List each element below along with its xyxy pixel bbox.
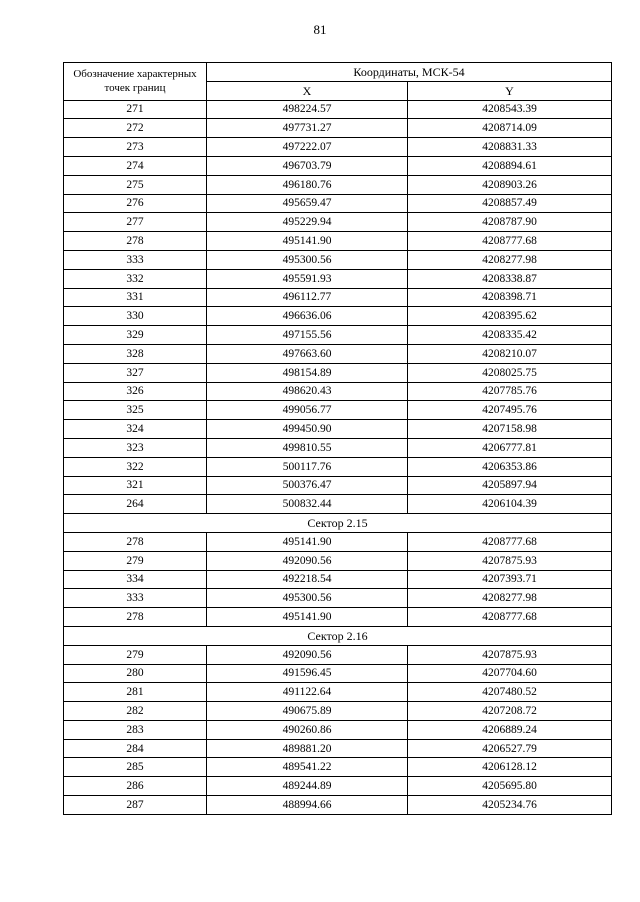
x-cell: 492090.56 — [207, 645, 408, 664]
point-id-cell: 331 — [64, 288, 207, 307]
table-row — [64, 608, 612, 627]
point-id-cell: 334 — [64, 570, 207, 589]
table-row — [64, 702, 612, 721]
point-id-cell: 279 — [64, 645, 207, 664]
point-id-cell: 279 — [64, 551, 207, 570]
point-id-cell: 281 — [64, 683, 207, 702]
y-cell: 4207480.52 — [408, 683, 612, 702]
point-id-cell: 272 — [64, 119, 207, 138]
y-cell: 4208831.33 — [408, 138, 612, 157]
table-row — [64, 589, 612, 608]
point-id-cell: 325 — [64, 401, 207, 420]
point-id-cell: 276 — [64, 194, 207, 213]
point-id-cell: 324 — [64, 420, 207, 439]
sector-row — [64, 514, 612, 533]
y-cell: 4206527.79 — [408, 739, 612, 758]
point-id-cell: 278 — [64, 532, 207, 551]
point-id-cell: 274 — [64, 156, 207, 175]
y-cell: 4205234.76 — [408, 796, 612, 815]
table-row — [64, 194, 612, 213]
point-id-cell: 328 — [64, 344, 207, 363]
x-cell: 488994.66 — [207, 796, 408, 815]
table-row — [64, 438, 612, 457]
x-cell: 496112.77 — [207, 288, 408, 307]
table-row — [64, 476, 612, 495]
table-row — [64, 232, 612, 251]
y-header: Y — [408, 81, 612, 100]
point-id-cell: 327 — [64, 363, 207, 382]
x-cell: 500117.76 — [207, 457, 408, 476]
point-id-cell: 329 — [64, 326, 207, 345]
x-cell: 489244.89 — [207, 777, 408, 796]
table-row — [64, 307, 612, 326]
point-id-cell: 283 — [64, 720, 207, 739]
x-cell: 500832.44 — [207, 495, 408, 514]
table-row — [64, 326, 612, 345]
y-cell: 4205897.94 — [408, 476, 612, 495]
table-row — [64, 457, 612, 476]
point-id-cell: 322 — [64, 457, 207, 476]
page-number: 81 — [313, 22, 327, 37]
y-cell: 4207393.71 — [408, 570, 612, 589]
x-cell: 496636.06 — [207, 307, 408, 326]
y-cell: 4208277.98 — [408, 250, 612, 269]
table-row — [64, 739, 612, 758]
x-cell: 496703.79 — [207, 156, 408, 175]
y-cell: 4207875.93 — [408, 645, 612, 664]
x-cell: 497731.27 — [207, 119, 408, 138]
y-cell: 4208335.42 — [408, 326, 612, 345]
point-id-cell: 323 — [64, 438, 207, 457]
x-cell: 490675.89 — [207, 702, 408, 721]
y-cell: 4208025.75 — [408, 363, 612, 382]
point-id-cell: 282 — [64, 702, 207, 721]
sector-title: Сектор 2.16 — [64, 626, 612, 645]
table-row — [64, 551, 612, 570]
table-row — [64, 382, 612, 401]
table-body — [64, 100, 612, 814]
x-cell: 495141.90 — [207, 608, 408, 627]
x-cell: 491122.64 — [207, 683, 408, 702]
x-cell: 495591.93 — [207, 269, 408, 288]
table-row — [64, 758, 612, 777]
point-id-cell: 273 — [64, 138, 207, 157]
y-cell: 4207208.72 — [408, 702, 612, 721]
y-cell: 4208398.71 — [408, 288, 612, 307]
table-row — [64, 683, 612, 702]
table-row — [64, 138, 612, 157]
y-cell: 4207785.76 — [408, 382, 612, 401]
y-cell: 4208777.68 — [408, 608, 612, 627]
y-cell: 4208777.68 — [408, 232, 612, 251]
y-cell: 4207875.93 — [408, 551, 612, 570]
point-id-cell: 278 — [64, 232, 207, 251]
y-cell: 4208210.07 — [408, 344, 612, 363]
x-cell: 495141.90 — [207, 232, 408, 251]
x-cell: 496180.76 — [207, 175, 408, 194]
point-id-cell: 332 — [64, 269, 207, 288]
x-cell: 499810.55 — [207, 438, 408, 457]
x-cell: 495300.56 — [207, 250, 408, 269]
point-id-cell: 284 — [64, 739, 207, 758]
point-label-header: Обозначение характерных точек границ — [64, 63, 207, 101]
point-id-cell: 330 — [64, 307, 207, 326]
point-id-cell: 287 — [64, 796, 207, 815]
x-cell: 499056.77 — [207, 401, 408, 420]
y-cell: 4208543.39 — [408, 100, 612, 119]
y-cell: 4205695.80 — [408, 777, 612, 796]
table-row — [64, 363, 612, 382]
point-id-cell: 275 — [64, 175, 207, 194]
x-cell: 489881.20 — [207, 739, 408, 758]
coords-header: Координаты, МСК-54 — [207, 63, 612, 82]
point-id-cell: 285 — [64, 758, 207, 777]
y-cell: 4208714.09 — [408, 119, 612, 138]
y-cell: 4206889.24 — [408, 720, 612, 739]
y-cell: 4207158.98 — [408, 420, 612, 439]
table-row — [64, 570, 612, 589]
table-row — [64, 495, 612, 514]
table-row — [64, 175, 612, 194]
y-cell: 4208338.87 — [408, 269, 612, 288]
x-header: X — [207, 81, 408, 100]
table-row — [64, 720, 612, 739]
table-row — [64, 269, 612, 288]
table-row — [64, 100, 612, 119]
y-cell: 4208903.26 — [408, 175, 612, 194]
table-row — [64, 344, 612, 363]
x-cell: 495659.47 — [207, 194, 408, 213]
x-cell: 499450.90 — [207, 420, 408, 439]
x-cell: 498154.89 — [207, 363, 408, 382]
table-row — [64, 532, 612, 551]
x-cell: 495141.90 — [207, 532, 408, 551]
table-row — [64, 288, 612, 307]
x-cell: 497155.56 — [207, 326, 408, 345]
point-id-cell: 277 — [64, 213, 207, 232]
table-row — [64, 250, 612, 269]
y-cell: 4207704.60 — [408, 664, 612, 683]
table-row — [64, 401, 612, 420]
point-id-cell: 280 — [64, 664, 207, 683]
table-row — [64, 796, 612, 815]
y-cell: 4206353.86 — [408, 457, 612, 476]
y-cell: 4206777.81 — [408, 438, 612, 457]
y-cell: 4208857.49 — [408, 194, 612, 213]
x-cell: 490260.86 — [207, 720, 408, 739]
y-cell: 4206104.39 — [408, 495, 612, 514]
point-id-cell: 286 — [64, 777, 207, 796]
point-id-cell: 264 — [64, 495, 207, 514]
point-id-cell: 271 — [64, 100, 207, 119]
sector-title: Сектор 2.15 — [64, 514, 612, 533]
y-cell: 4208777.68 — [408, 532, 612, 551]
x-cell: 495300.56 — [207, 589, 408, 608]
table-row — [64, 156, 612, 175]
table-row — [64, 119, 612, 138]
coordinates-table — [63, 62, 612, 815]
x-cell: 491596.45 — [207, 664, 408, 683]
point-id-cell: 326 — [64, 382, 207, 401]
point-id-cell: 333 — [64, 250, 207, 269]
point-id-cell: 333 — [64, 589, 207, 608]
y-cell: 4208894.61 — [408, 156, 612, 175]
table-row — [64, 420, 612, 439]
table-row — [64, 664, 612, 683]
y-cell: 4208395.62 — [408, 307, 612, 326]
y-cell: 4206128.12 — [408, 758, 612, 777]
y-cell: 4208277.98 — [408, 589, 612, 608]
x-cell: 492218.54 — [207, 570, 408, 589]
table-row — [64, 213, 612, 232]
x-cell: 500376.47 — [207, 476, 408, 495]
x-cell: 495229.94 — [207, 213, 408, 232]
x-cell: 492090.56 — [207, 551, 408, 570]
x-cell: 497222.07 — [207, 138, 408, 157]
point-id-cell: 278 — [64, 608, 207, 627]
x-cell: 498620.43 — [207, 382, 408, 401]
table-row — [64, 645, 612, 664]
table-row — [64, 777, 612, 796]
sector-row — [64, 626, 612, 645]
x-cell: 498224.57 — [207, 100, 408, 119]
point-id-cell: 321 — [64, 476, 207, 495]
x-cell: 497663.60 — [207, 344, 408, 363]
y-cell: 4208787.90 — [408, 213, 612, 232]
y-cell: 4207495.76 — [408, 401, 612, 420]
x-cell: 489541.22 — [207, 758, 408, 777]
